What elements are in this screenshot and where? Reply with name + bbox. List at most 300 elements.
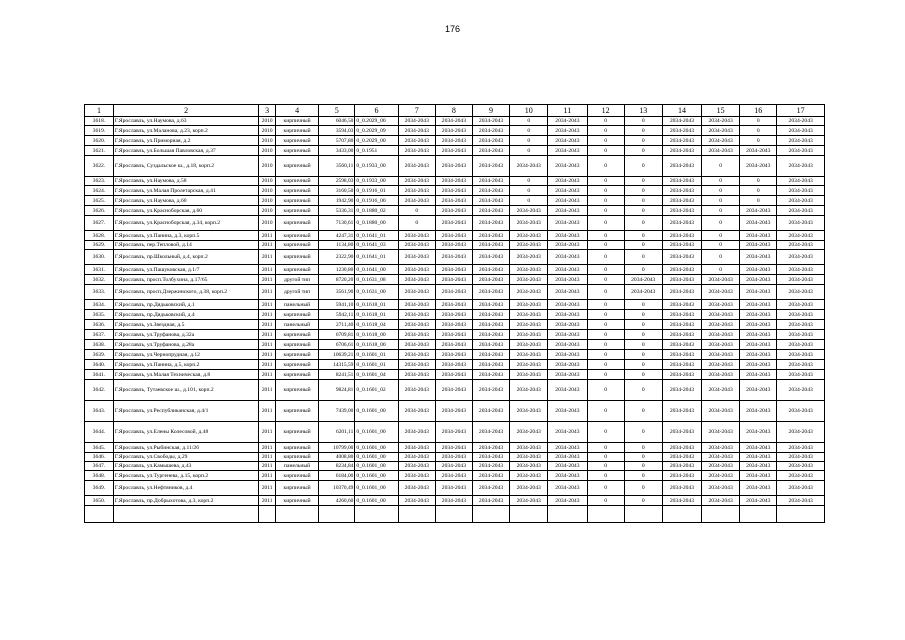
code-cell: 0_0.1601_01	[355, 350, 398, 360]
address-cell: Г.Ярославль, ул.Нефтяников, д.4	[113, 481, 259, 496]
period-col-9-cell: 2034-2043	[472, 117, 509, 126]
period-col-15-cell: 2034-2043	[702, 422, 740, 443]
period-col-14-cell: 2034-2043	[662, 422, 701, 443]
period-col-7-cell: 2034-2043	[398, 360, 435, 370]
row-number-cell: 3621.	[85, 146, 114, 156]
code-cell: 0_0.1933_00	[355, 156, 398, 177]
wall-material-cell: кирпичный	[275, 310, 318, 320]
table-row	[85, 506, 825, 523]
area-cell: 1942,90	[319, 196, 355, 206]
row-number-cell: 3629.	[85, 241, 114, 250]
row-number-cell: 3618.	[85, 117, 114, 126]
period-col-9-cell: 2034-2043	[472, 275, 509, 285]
code-cell: 0_0.1641_00	[355, 265, 398, 275]
period-col-12-cell: 0	[587, 300, 624, 310]
period-col-12-cell: 0	[587, 241, 624, 250]
table-row	[85, 206, 825, 216]
row-number-cell: 3642.	[85, 380, 114, 401]
period-col-17-cell: 2034-2043	[777, 443, 825, 453]
wall-material-cell: кирпичный	[275, 231, 318, 241]
period-col-17-cell: 2034-2043	[777, 231, 825, 241]
period-col-7-cell: 2034-2043	[398, 462, 435, 471]
period-col-7-cell: 2034-2043	[398, 250, 435, 265]
address-cell: Г.Ярославль, ул.Большая Павловская, д.37	[113, 146, 259, 156]
period-col-7-cell: 2034-2043	[398, 481, 435, 496]
period-col-17-cell: 2034-2043	[777, 250, 825, 265]
wall-material-cell: кирпичный	[275, 126, 318, 136]
period-col-9-cell: 2034-2043	[472, 156, 509, 177]
area-cell: 4247,31	[319, 231, 355, 241]
period-col-15-cell: 2034-2043	[702, 350, 740, 360]
year-built-cell: 2011	[259, 320, 276, 330]
period-col-12-cell: 0	[587, 126, 624, 136]
period-col-16-cell: 2034-2043	[740, 300, 777, 310]
period-col-9-cell: 2034-2043	[472, 126, 509, 136]
period-col-9-cell: 2034-2043	[472, 320, 509, 330]
column-header: 12	[587, 105, 624, 117]
period-col-12-cell: 0	[587, 117, 624, 126]
period-col-12-cell: 0	[587, 443, 624, 453]
period-col-8-cell: 2034-2043	[435, 462, 472, 471]
period-col-17-cell: 2034-2043	[777, 370, 825, 380]
period-col-12-cell: 0	[587, 146, 624, 156]
year-built-cell: 2011	[259, 443, 276, 453]
period-col-7-cell: 2034-2043	[398, 196, 435, 206]
period-col-16-cell	[740, 506, 777, 523]
period-col-12-cell: 0	[587, 370, 624, 380]
period-col-14-cell: 2034-2043	[662, 370, 701, 380]
row-number-cell: 3623.	[85, 177, 114, 186]
period-col-11-cell: 2034-2043	[548, 275, 587, 285]
period-col-10-cell: 2034-2043	[510, 453, 548, 462]
period-col-8-cell: 2034-2043	[435, 136, 472, 146]
wall-material-cell: кирпичный	[275, 380, 318, 401]
period-col-17-cell: 2034-2043	[777, 380, 825, 401]
period-col-8-cell: 2034-2043	[435, 265, 472, 275]
column-header: 10	[510, 105, 548, 117]
period-col-13-cell: 0	[624, 422, 662, 443]
code-cell: 0_0.2029_00	[355, 117, 398, 126]
period-col-15-cell: 0	[702, 250, 740, 265]
period-col-15-cell: 0	[702, 177, 740, 186]
period-col-10-cell: 2034-2043	[510, 340, 548, 350]
period-col-16-cell: 2034-2043	[740, 241, 777, 250]
code-cell: 0_0.1601_00	[355, 471, 398, 481]
period-col-10-cell: 0	[510, 126, 548, 136]
period-col-13-cell: 0	[624, 241, 662, 250]
table-row	[85, 216, 825, 231]
period-col-15-cell: 2034-2043	[702, 146, 740, 156]
period-col-8-cell: 2034-2043	[435, 146, 472, 156]
address-cell: Г.Ярославль, Тутаевское ш., д.101, корп.2	[113, 380, 259, 401]
period-col-10-cell: 2034-2043	[510, 496, 548, 506]
table-row	[85, 471, 825, 481]
row-number-cell: 3647.	[85, 462, 114, 471]
address-cell: Г.Ярославль, ул.Республиканская, д.4/1	[113, 401, 259, 422]
period-col-13-cell: 0	[624, 320, 662, 330]
period-col-13-cell: 0	[624, 156, 662, 177]
row-number-cell: 3632.	[85, 275, 114, 285]
table-row	[85, 186, 825, 196]
period-col-13-cell: 0	[624, 340, 662, 350]
wall-material-cell: кирпичный	[275, 340, 318, 350]
period-col-15-cell: 2034-2043	[702, 496, 740, 506]
wall-material-cell: кирпичный	[275, 136, 318, 146]
period-col-12-cell	[587, 506, 624, 523]
period-col-7-cell: 2034-2043	[398, 285, 435, 300]
period-col-10-cell: 0	[510, 146, 548, 156]
code-cell: 0_0.1880_00	[355, 216, 398, 231]
period-col-10-cell: 2034-2043	[510, 481, 548, 496]
address-cell: Г.Ярославль, ул.Чернопрудная, д.12	[113, 350, 259, 360]
address-cell: Г.Ярославль, пр.Дядьковский, д.4	[113, 310, 259, 320]
period-col-12-cell: 0	[587, 380, 624, 401]
address-cell: Г.Ярославль, пр.Дядьковский, д.1	[113, 300, 259, 310]
period-col-14-cell: 2034-2043	[662, 481, 701, 496]
period-col-9-cell: 2034-2043	[472, 330, 509, 340]
period-col-10-cell: 2034-2043	[510, 350, 548, 360]
period-col-11-cell: 2034-2043	[548, 285, 587, 300]
period-col-11-cell: 2034-2043	[548, 300, 587, 310]
period-col-10-cell: 0	[510, 136, 548, 146]
area-cell: 10639,21	[319, 350, 355, 360]
period-col-7-cell: 2034-2043	[398, 117, 435, 126]
period-col-10-cell: 2034-2043	[510, 285, 548, 300]
period-col-13-cell: 0	[624, 250, 662, 265]
period-col-11-cell: 2034-2043	[548, 360, 587, 370]
year-built-cell: 2010	[259, 126, 276, 136]
period-col-16-cell: 0	[740, 126, 777, 136]
year-built-cell: 2011	[259, 462, 276, 471]
year-built-cell: 2011	[259, 285, 276, 300]
address-cell: Г.Ярославль, ул.Камышева, д.43	[113, 462, 259, 471]
period-col-16-cell: 2034-2043	[740, 496, 777, 506]
area-cell: 6046,50	[319, 117, 355, 126]
period-col-12-cell: 0	[587, 340, 624, 350]
period-col-16-cell: 2034-2043	[740, 250, 777, 265]
period-col-11-cell: 2034-2043	[548, 231, 587, 241]
period-col-10-cell: 2034-2043	[510, 310, 548, 320]
column-header: 1	[85, 105, 114, 117]
address-cell: Г.Ярославль, пр.Добрыхотова, д.3, корп.2	[113, 496, 259, 506]
period-col-15-cell: 2034-2043	[702, 401, 740, 422]
period-col-13-cell: 0	[624, 443, 662, 453]
period-col-7-cell: 2034-2043	[398, 320, 435, 330]
wall-material-cell: кирпичный	[275, 241, 318, 250]
period-col-10-cell: 2034-2043	[510, 443, 548, 453]
period-col-17-cell: 2034-2043	[777, 471, 825, 481]
code-cell: 0_0.1880_02	[355, 206, 398, 216]
column-header: 7	[398, 105, 435, 117]
period-col-15-cell: 0	[702, 231, 740, 241]
period-col-9-cell: 2034-2043	[472, 196, 509, 206]
period-col-12-cell: 0	[587, 453, 624, 462]
year-built-cell: 2011	[259, 340, 276, 350]
period-col-9-cell: 2034-2043	[472, 360, 509, 370]
period-col-10-cell: 2034-2043	[510, 206, 548, 216]
period-col-17-cell: 2034-2043	[777, 196, 825, 206]
period-col-11-cell: 2034-2043	[548, 186, 587, 196]
period-col-11-cell: 2034-2043	[548, 496, 587, 506]
period-col-15-cell: 0	[702, 241, 740, 250]
period-col-17-cell: 2034-2043	[777, 146, 825, 156]
table-row	[85, 360, 825, 370]
period-col-16-cell: 2034-2043	[740, 216, 777, 231]
area-cell: 4008,80	[319, 453, 355, 462]
code-cell: 0_0.2029_09	[355, 126, 398, 136]
period-col-9-cell: 2034-2043	[472, 285, 509, 300]
period-col-11-cell: 2034-2043	[548, 481, 587, 496]
period-col-10-cell: 2034-2043	[510, 422, 548, 443]
period-col-12-cell: 0	[587, 481, 624, 496]
code-cell: 0_0.1601_00	[355, 481, 398, 496]
row-number-cell: 3646.	[85, 453, 114, 462]
period-col-12-cell: 0	[587, 136, 624, 146]
table-row	[85, 462, 825, 471]
period-col-11-cell	[548, 506, 587, 523]
address-cell	[113, 506, 259, 523]
period-col-9-cell: 2034-2043	[472, 136, 509, 146]
table-row	[85, 310, 825, 320]
address-cell: Г.Ярославль, ул.Панина, д.3, корп.5	[113, 231, 259, 241]
period-col-9-cell: 2034-2043	[472, 443, 509, 453]
year-built-cell	[259, 506, 276, 523]
address-cell: Г.Ярославль, ул.Красноборская, д.34, корп.2	[113, 216, 259, 231]
housing-register-table	[84, 104, 825, 523]
period-col-14-cell	[662, 506, 701, 523]
year-built-cell: 2011	[259, 330, 276, 340]
period-col-9-cell: 2034-2043	[472, 481, 509, 496]
address-cell: Г.Ярославль, ул.Труфанова, д.28а	[113, 340, 259, 350]
period-col-8-cell: 2034-2043	[435, 370, 472, 380]
table-row	[85, 481, 825, 496]
area-cell: 2598,03	[319, 177, 355, 186]
wall-material-cell	[275, 506, 318, 523]
period-col-10-cell: 2034-2043	[510, 241, 548, 250]
period-col-9-cell: 2034-2043	[472, 380, 509, 401]
period-col-11-cell: 2034-2043	[548, 340, 587, 350]
period-col-16-cell: 2034-2043	[740, 310, 777, 320]
area-cell: 6184,00	[319, 471, 355, 481]
period-col-17-cell: 2034-2043	[777, 177, 825, 186]
area-cell: 9824,81	[319, 380, 355, 401]
code-cell: 0_0.1631_08	[355, 275, 398, 285]
table-row	[85, 156, 825, 177]
period-col-8-cell: 2034-2043	[435, 186, 472, 196]
code-cell: 0_0.1631_00	[355, 285, 398, 300]
period-col-9-cell: 2034-2043	[472, 216, 509, 231]
period-col-13-cell: 0	[624, 380, 662, 401]
period-col-17-cell: 2034-2043	[777, 136, 825, 146]
row-number-cell: 3631.	[85, 265, 114, 275]
period-col-15-cell: 2034-2043	[702, 300, 740, 310]
period-col-11-cell: 2034-2043	[548, 330, 587, 340]
row-number-cell: 3634.	[85, 300, 114, 310]
period-col-15-cell: 2034-2043	[702, 340, 740, 350]
period-col-7-cell: 2034-2043	[398, 401, 435, 422]
period-col-11-cell: 2034-2043	[548, 471, 587, 481]
column-header: 2	[113, 105, 259, 117]
period-col-9-cell: 2034-2043	[472, 370, 509, 380]
year-built-cell: 2011	[259, 422, 276, 443]
code-cell: 0_0.2029_00	[355, 136, 398, 146]
period-col-14-cell: 2034-2043	[662, 216, 701, 231]
column-header: 16	[740, 105, 777, 117]
area-cell: 5707,80	[319, 136, 355, 146]
period-col-8-cell: 2034-2043	[435, 206, 472, 216]
period-col-11-cell: 2034-2043	[548, 196, 587, 206]
table-row	[85, 275, 825, 285]
address-cell: Г.Ярославль, ул.Рыбинская, д.11/26	[113, 443, 259, 453]
code-cell	[355, 506, 398, 523]
year-built-cell: 2011	[259, 310, 276, 320]
period-col-13-cell: 0	[624, 196, 662, 206]
column-header: 5	[319, 105, 355, 117]
period-col-11-cell: 2034-2043	[548, 453, 587, 462]
period-col-8-cell	[435, 506, 472, 523]
code-cell: 0_0.1601_00	[355, 462, 398, 471]
column-header: 6	[355, 105, 398, 117]
period-col-17-cell: 2034-2043	[777, 422, 825, 443]
year-built-cell: 2011	[259, 360, 276, 370]
wall-material-cell: кирпичный	[275, 453, 318, 462]
table-row	[85, 380, 825, 401]
code-cell: 0_0.1916_00	[355, 196, 398, 206]
period-col-14-cell: 2034-2043	[662, 462, 701, 471]
period-col-17-cell: 2034-2043	[777, 496, 825, 506]
column-header: 13	[624, 105, 662, 117]
year-built-cell: 2011	[259, 250, 276, 265]
period-col-7-cell: 2034-2043	[398, 241, 435, 250]
period-col-14-cell: 2034-2043	[662, 380, 701, 401]
wall-material-cell: кирпичный	[275, 330, 318, 340]
period-col-16-cell: 2034-2043	[740, 462, 777, 471]
period-col-16-cell: 2034-2043	[740, 481, 777, 496]
wall-material-cell: кирпичный	[275, 370, 318, 380]
period-col-16-cell: 2034-2043	[740, 360, 777, 370]
period-col-10-cell: 2034-2043	[510, 380, 548, 401]
period-col-14-cell: 2034-2043	[662, 360, 701, 370]
row-number-cell	[85, 506, 114, 523]
period-col-14-cell: 2034-2043	[662, 186, 701, 196]
wall-material-cell: другой тип	[275, 285, 318, 300]
period-col-15-cell: 2034-2043	[702, 370, 740, 380]
wall-material-cell: кирпичный	[275, 206, 318, 216]
row-number-cell: 3628.	[85, 231, 114, 241]
row-number-cell: 3627.	[85, 216, 114, 231]
period-col-13-cell: 0	[624, 300, 662, 310]
wall-material-cell: кирпичный	[275, 156, 318, 177]
period-col-15-cell: 2034-2043	[702, 481, 740, 496]
period-col-14-cell: 2034-2043	[662, 496, 701, 506]
period-col-16-cell: 2034-2043	[740, 285, 777, 300]
period-col-15-cell	[702, 506, 740, 523]
period-col-10-cell: 0	[510, 196, 548, 206]
period-col-11-cell: 2034-2043	[548, 250, 587, 265]
wall-material-cell: кирпичный	[275, 401, 318, 422]
area-cell: 7439,00	[319, 401, 355, 422]
row-number-cell: 3649.	[85, 481, 114, 496]
period-col-16-cell: 2034-2043	[740, 401, 777, 422]
wall-material-cell: кирпичный	[275, 146, 318, 156]
period-col-10-cell: 2034-2043	[510, 462, 548, 471]
wall-material-cell: кирпичный	[275, 443, 318, 453]
row-number-cell: 3636.	[85, 320, 114, 330]
period-col-7-cell	[398, 506, 435, 523]
period-col-15-cell: 2034-2043	[702, 126, 740, 136]
wall-material-cell: кирпичный	[275, 471, 318, 481]
period-col-14-cell: 2034-2043	[662, 156, 701, 177]
period-col-8-cell: 2034-2043	[435, 453, 472, 462]
header-row	[85, 105, 825, 117]
period-col-7-cell: 0	[398, 206, 435, 216]
period-col-13-cell: 0	[624, 462, 662, 471]
table-row	[85, 300, 825, 310]
period-col-13-cell: 0	[624, 186, 662, 196]
area-cell: 8720,20	[319, 275, 355, 285]
period-col-9-cell: 2034-2043	[472, 471, 509, 481]
period-col-12-cell: 0	[587, 265, 624, 275]
code-cell: 0_0.1601_00	[355, 401, 398, 422]
code-cell: 0_0.1951	[355, 146, 398, 156]
area-cell: 5941,10	[319, 300, 355, 310]
period-col-12-cell: 0	[587, 177, 624, 186]
period-col-15-cell: 2034-2043	[702, 471, 740, 481]
period-col-12-cell: 0	[587, 156, 624, 177]
year-built-cell: 2011	[259, 496, 276, 506]
area-cell: 3560,11	[319, 156, 355, 177]
period-col-12-cell: 0	[587, 320, 624, 330]
period-col-8-cell: 2034-2043	[435, 320, 472, 330]
period-col-13-cell: 0	[624, 370, 662, 380]
period-col-11-cell: 2034-2043	[548, 320, 587, 330]
period-col-13-cell: 0	[624, 126, 662, 136]
period-col-13-cell: 0	[624, 117, 662, 126]
table-row	[85, 265, 825, 275]
wall-material-cell: панельный	[275, 462, 318, 471]
period-col-7-cell: 2034-2043	[398, 310, 435, 320]
period-col-8-cell: 2034-2043	[435, 126, 472, 136]
period-col-10-cell: 2034-2043	[510, 216, 548, 231]
period-col-14-cell: 2034-2043	[662, 206, 701, 216]
year-built-cell: 2011	[259, 300, 276, 310]
table-row	[85, 196, 825, 206]
area-cell: 3160,50	[319, 186, 355, 196]
row-number-cell: 3650.	[85, 496, 114, 506]
period-col-8-cell: 2034-2043	[435, 443, 472, 453]
area-cell: 8234,84	[319, 462, 355, 471]
period-col-11-cell: 2034-2043	[548, 310, 587, 320]
period-col-8-cell: 2034-2043	[435, 401, 472, 422]
address-cell: Г.Ярославль, ул.Маланова, д.23, корп.2	[113, 126, 259, 136]
wall-material-cell: кирпичный	[275, 216, 318, 231]
row-number-cell: 3640.	[85, 360, 114, 370]
code-cell: 0_0.1601_01	[355, 360, 398, 370]
code-cell: 0_0.1933_00	[355, 177, 398, 186]
period-col-16-cell: 2034-2043	[740, 156, 777, 177]
period-col-8-cell: 2034-2043	[435, 285, 472, 300]
period-col-14-cell: 2034-2043	[662, 196, 701, 206]
period-col-15-cell: 2034-2043	[702, 310, 740, 320]
period-col-17-cell: 2034-2043	[777, 481, 825, 496]
period-col-10-cell: 0	[510, 186, 548, 196]
year-built-cell: 2011	[259, 241, 276, 250]
period-col-17-cell: 2034-2043	[777, 401, 825, 422]
row-number-cell: 3648.	[85, 471, 114, 481]
period-col-11-cell: 2034-2043	[548, 422, 587, 443]
area-cell: 14315,59	[319, 360, 355, 370]
period-col-10-cell: 0	[510, 117, 548, 126]
